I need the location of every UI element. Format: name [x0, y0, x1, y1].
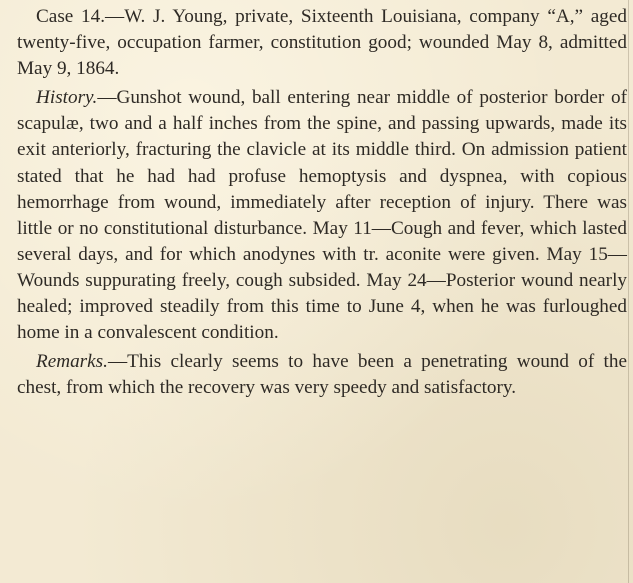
case-header-text: Case 14.—W. J. Young, private, Sixteenth Louisiana, company “A,” aged twenty-five, occupation farmer, constitution good; wounded May 8, admitted May 9, 1864.	[17, 6, 627, 80]
case-header-paragraph	[17, 4, 627, 82]
remarks-text: —This clearly seems to have been a penetrating wound of the chest, from which the recovery was very speedy and satisfactory.	[17, 351, 627, 399]
history-text: —Gunshot wound, ball entering near middle of posterior border of scapulæ, two and a half inches from the spine, and passing upwards, made its exit anteriorly, fracturing the clavicle at its middle third. On admission patient stated that he had had profuse hemoptysis and dyspnea, with copious hemorrhage from wound, immediately after reception of injury. There was little or no constitutional disturbance. May 11—Cough and fever, which lasted several days, and for which anodynes with tr. aconite were given. May 15—Wounds suppurating freely, cough subsided. May 24—Posterior wound nearly healed; improved steadily from this time to June 4, when he was furloughed home in a convalescent condition.	[17, 87, 627, 344]
remarks-label: Remarks.	[36, 351, 108, 373]
remarks-paragraph	[17, 349, 627, 401]
case-report	[17, 4, 627, 401]
history-paragraph	[17, 85, 627, 346]
history-label: History.	[36, 87, 98, 109]
column-rule	[628, 0, 629, 583]
